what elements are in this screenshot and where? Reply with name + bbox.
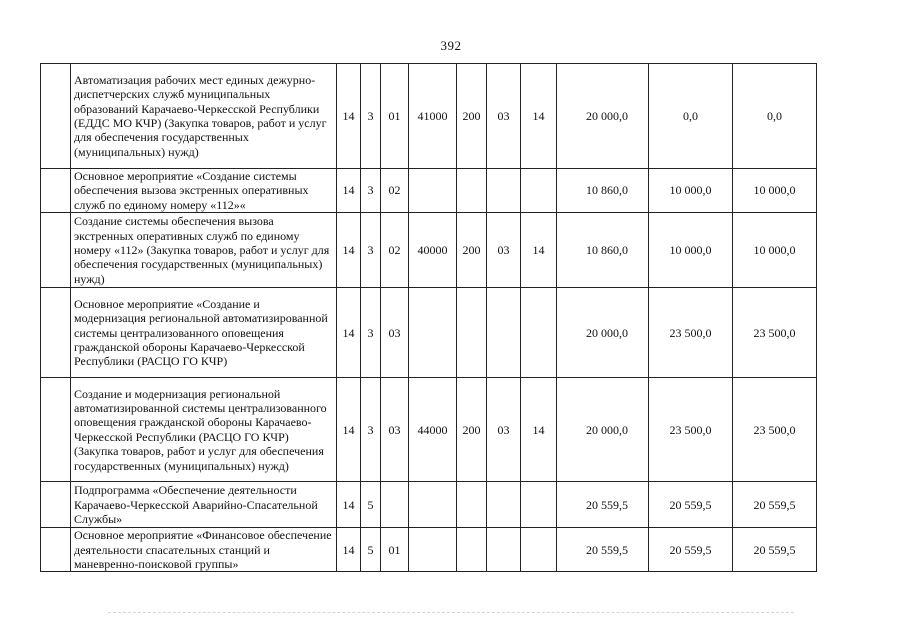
code-cell: 14 <box>521 378 557 482</box>
amount-year3-cell: 0,0 <box>733 64 817 169</box>
row-number-cell <box>41 169 71 213</box>
amount-year1-cell: 10 860,0 <box>557 213 649 288</box>
code-cell: 03 <box>487 378 521 482</box>
amount-year3-cell: 10 000,0 <box>733 169 817 213</box>
code-cell: 03 <box>381 288 409 378</box>
code-cell: 3 <box>361 64 381 169</box>
table-row <box>41 482 817 528</box>
row-number-cell <box>41 288 71 378</box>
code-cell: 14 <box>337 528 361 572</box>
code-cell: 200 <box>457 378 487 482</box>
code-cell <box>457 482 487 528</box>
code-cell <box>487 169 521 213</box>
code-cell: 40000 <box>409 213 457 288</box>
amount-year2-cell: 20 559,5 <box>649 482 733 528</box>
code-cell <box>409 528 457 572</box>
amount-year1-cell: 20 559,5 <box>557 482 649 528</box>
code-cell: 3 <box>361 213 381 288</box>
table-row <box>41 528 817 572</box>
code-cell <box>487 288 521 378</box>
amount-year1-cell: 20 000,0 <box>557 288 649 378</box>
page-footer-divider <box>108 612 794 613</box>
code-cell: 3 <box>361 378 381 482</box>
code-cell: 14 <box>337 482 361 528</box>
code-cell: 14 <box>337 213 361 288</box>
code-cell <box>521 482 557 528</box>
code-cell: 14 <box>337 169 361 213</box>
code-cell: 41000 <box>409 64 457 169</box>
table-row <box>41 64 817 169</box>
code-cell <box>521 169 557 213</box>
code-cell: 14 <box>337 378 361 482</box>
amount-year3-cell: 20 559,5 <box>733 528 817 572</box>
code-cell: 44000 <box>409 378 457 482</box>
code-cell <box>409 482 457 528</box>
code-cell: 01 <box>381 64 409 169</box>
amount-year1-cell: 20 559,5 <box>557 528 649 572</box>
code-cell: 02 <box>381 169 409 213</box>
row-name-cell: Создание системы обеспечения вызова экстренных оперативных служб по единому номеру «112» (Закупка товаров, работ и услуг для обеспечения государственных (муниципальных) нужд) <box>71 213 337 288</box>
code-cell: 14 <box>521 213 557 288</box>
amount-year1-cell: 20 000,0 <box>557 378 649 482</box>
row-number-cell <box>41 528 71 572</box>
row-number-cell <box>41 482 71 528</box>
code-cell: 5 <box>361 528 381 572</box>
code-cell: 200 <box>457 213 487 288</box>
code-cell <box>409 169 457 213</box>
code-cell: 02 <box>381 213 409 288</box>
code-cell: 14 <box>337 64 361 169</box>
amount-year3-cell: 23 500,0 <box>733 288 817 378</box>
amount-year2-cell: 23 500,0 <box>649 378 733 482</box>
row-name-cell: Основное мероприятие «Создание системы обеспечения вызова экстренных оперативных служб по единому номеру «112»« <box>71 169 337 213</box>
amount-year2-cell: 20 559,5 <box>649 528 733 572</box>
code-cell: 3 <box>361 288 381 378</box>
amount-year2-cell: 10 000,0 <box>649 169 733 213</box>
code-cell <box>521 288 557 378</box>
amount-year2-cell: 10 000,0 <box>649 213 733 288</box>
code-cell <box>487 482 521 528</box>
row-number-cell <box>41 378 71 482</box>
row-number-cell <box>41 213 71 288</box>
page-number: 392 <box>440 38 462 53</box>
code-cell: 01 <box>381 528 409 572</box>
row-name-cell: Подпрограмма «Обеспечение деятельности Карачаево-Черкесской Аварийно-Спасательной Службы» <box>71 482 337 528</box>
amount-year3-cell: 20 559,5 <box>733 482 817 528</box>
code-cell: 14 <box>521 64 557 169</box>
table-row <box>41 213 817 288</box>
row-number-cell <box>41 64 71 169</box>
code-cell <box>409 288 457 378</box>
code-cell: 03 <box>487 213 521 288</box>
code-cell <box>521 528 557 572</box>
code-cell <box>487 528 521 572</box>
amount-year3-cell: 23 500,0 <box>733 378 817 482</box>
row-name-cell: Автоматизация рабочих мест единых дежурно-диспетчерских служб муниципальных образований Карачаево-Черкесской Республики (ЕДДС МО КЧР) (Закупка товаров, работ и услуг для обеспечения государственных (муниципальных) нужд) <box>71 64 337 169</box>
code-cell: 03 <box>487 64 521 169</box>
budget-table <box>40 63 817 572</box>
code-cell <box>457 288 487 378</box>
code-cell: 200 <box>457 64 487 169</box>
row-name-cell: Основное мероприятие «Создание и модернизация региональной автоматизированной системы централизованного оповещения гражданской обороны Карачаево-Черкесской Республики (РАСЦО ГО КЧР) <box>71 288 337 378</box>
code-cell: 14 <box>337 288 361 378</box>
code-cell: 5 <box>361 482 381 528</box>
table-row <box>41 288 817 378</box>
code-cell: 03 <box>381 378 409 482</box>
table-row <box>41 169 817 213</box>
amount-year1-cell: 10 860,0 <box>557 169 649 213</box>
code-cell <box>457 528 487 572</box>
amount-year1-cell: 20 000,0 <box>557 64 649 169</box>
table-row <box>41 378 817 482</box>
code-cell: 3 <box>361 169 381 213</box>
row-name-cell: Основное мероприятие «Финансовое обеспечение деятельности спасательных станций и маневренно-поисковой группы» <box>71 528 337 572</box>
amount-year3-cell: 10 000,0 <box>733 213 817 288</box>
amount-year2-cell: 23 500,0 <box>649 288 733 378</box>
code-cell <box>381 482 409 528</box>
row-name-cell: Создание и модернизация региональной автоматизированной системы централизованного оповещения гражданской обороны Карачаево-Черкесской Республики (РАСЦО ГО КЧР) (Закупка товаров, работ и услуг для обеспечения государственных (муниципальных) нужд) <box>71 378 337 482</box>
amount-year2-cell: 0,0 <box>649 64 733 169</box>
code-cell <box>457 169 487 213</box>
